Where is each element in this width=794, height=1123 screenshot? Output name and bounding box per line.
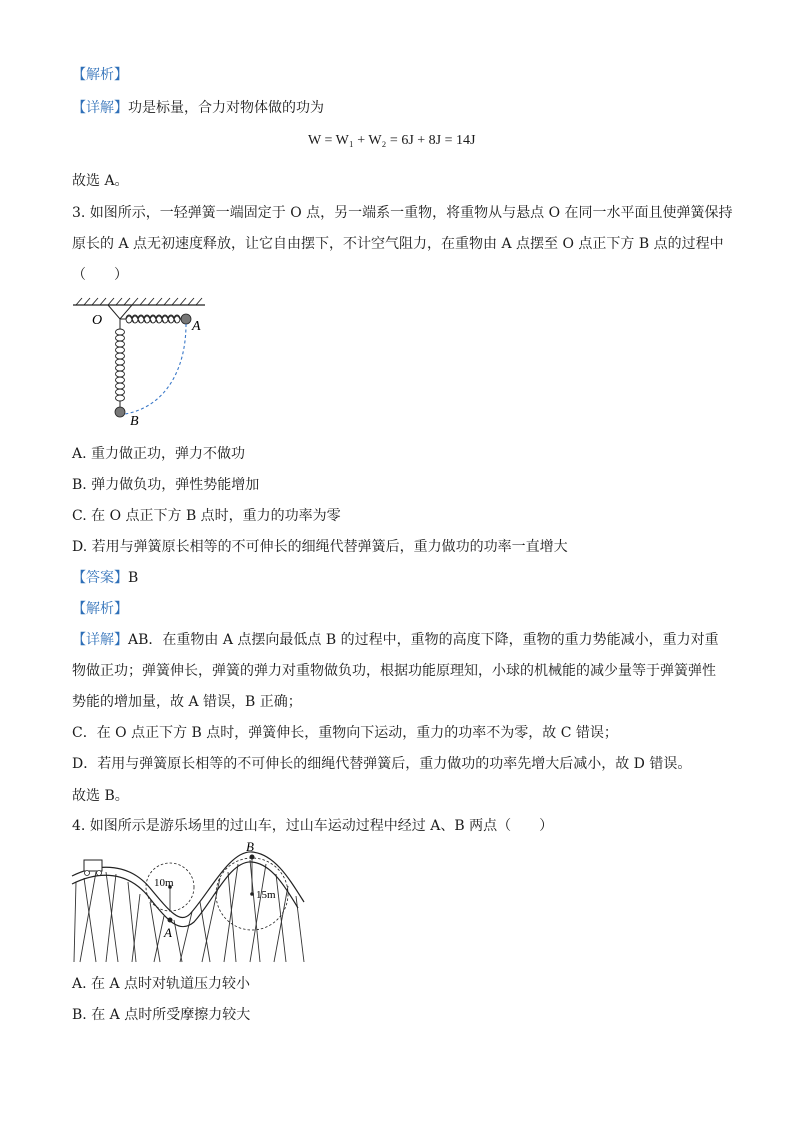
question-stem-line: 4. 如图所示是游乐场里的过山车，过山车运动过程中经过 A、B 两点（ ） [72,818,554,834]
detail-text: C．在 O 点正下方 B 点时，弹簧伸长，重物向下运动，重力的功率不为零，故 C 错误； [72,725,618,741]
conclusion: 故选 B。 [72,788,129,804]
detail-paragraph [72,98,324,118]
option-a: A. 在 A 点时对轨道压力较小 [72,976,251,992]
question-stem-line: 3. 如图所示，一轻弹簧一端固定于 O 点，另一端系一重物，将重物从与悬点 O 在同一水平面且使弹簧保持 [72,205,733,221]
analysis-tag: 【解析】 [72,601,128,617]
detail-paragraph [72,630,719,650]
analysis-tag: 【解析】 [72,67,128,83]
answer-line [72,568,138,588]
answer-tag: 【答案】 [72,570,128,586]
label-a: A [192,319,201,334]
option-b: B. 在 A 点时所受摩擦力较大 [72,1007,251,1023]
label-b: B [130,414,139,429]
work-formula: W = W₁ + W₂ = 6J + 8J = 14J [308,133,476,148]
detail-text: D．若用与弹簧原长相等的不可伸长的细绳代替弹簧后，重力做功的功率先增大后减小，故 D 错误。 [72,756,692,772]
spring-pendulum-figure [70,295,215,430]
roller-coaster-figure [70,842,310,967]
label-a: A [164,925,172,940]
question-stem-line: （ ） [72,267,128,283]
conclusion: 故选 A。 [72,173,129,189]
label-radius-10m: 10m [154,877,174,889]
option-b: B. 弹力做负功，弹性势能增加 [72,477,260,493]
detail-text: 功是标量，合力对物体做的功为 [128,100,324,116]
detail-tag: 【详解】 [72,632,128,648]
option-d: D. 若用与弹簧原长相等的不可伸长的细绳代替弹簧后，重力做功的功率一直增大 [72,539,568,555]
label-b: B [246,842,254,854]
label-o: O [92,313,103,328]
label-radius-15m: 15m [256,889,276,901]
detail-tag: 【详解】 [72,100,128,116]
detail-text: 势能的增加量，故 A 错误，B 正确； [72,694,302,710]
detail-text: AB．在重物由 A 点摆向最低点 B 的过程中，重物的高度下降，重物的重力势能减小，重力对重 [128,632,719,648]
option-c: C. 在 O 点正下方 B 点时，重力的功率为零 [72,508,341,524]
question-stem-line: 原长的 A 点无初速度释放，让它自由摆下，不计空气阻力，在重物由 A 点摆至 O 点正下方 B 点的过程中 [72,236,724,252]
option-a: A. 重力做正功，弹力不做功 [72,446,246,462]
detail-text: 物做正功；弹簧伸长，弹簧的弹力对重物做负功，根据功能原理知，小球的机械能的减少量等于弹簧弹性 [72,663,716,679]
answer-value: B [128,570,139,586]
